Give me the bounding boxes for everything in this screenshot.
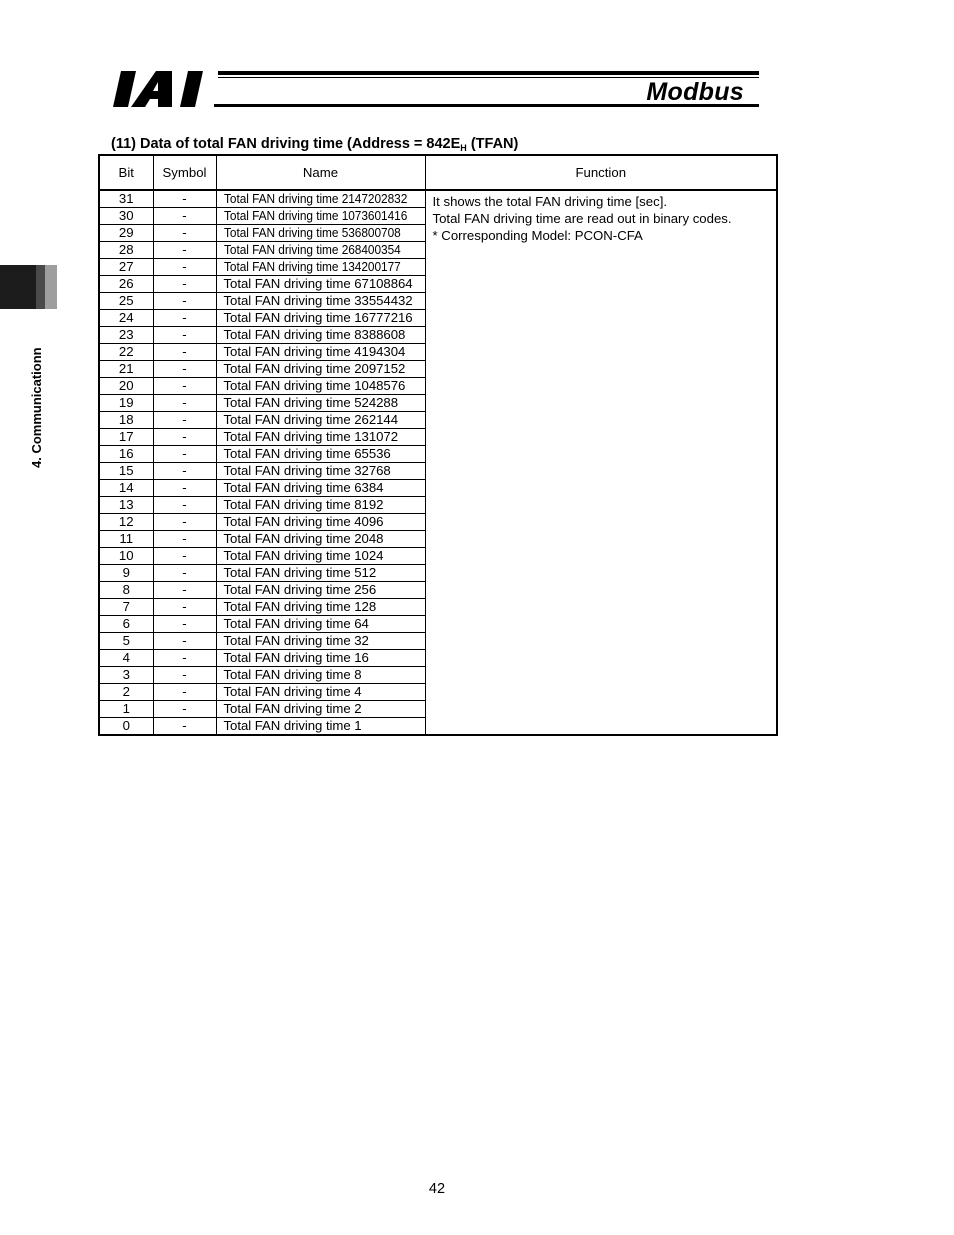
name-text: Total FAN driving time 512 bbox=[223, 565, 377, 580]
section-title bbox=[111, 136, 518, 152]
name-text: Total FAN driving time 6384 bbox=[223, 480, 384, 495]
name-text: Total FAN driving time 262144 bbox=[223, 412, 398, 427]
name-cell bbox=[216, 276, 425, 293]
name-text: Total FAN driving time 131072 bbox=[223, 429, 398, 444]
bit-cell: 17 bbox=[99, 429, 153, 446]
header-name: Name bbox=[216, 155, 425, 190]
function-line: It shows the total FAN driving time [sec]. bbox=[432, 194, 668, 209]
name-cell bbox=[216, 480, 425, 497]
symbol-cell: - bbox=[153, 242, 216, 259]
name-cell bbox=[216, 412, 425, 429]
name-cell bbox=[216, 327, 425, 344]
name-cell bbox=[216, 531, 425, 548]
chapter-tab-light bbox=[45, 265, 57, 309]
name-cell bbox=[216, 378, 425, 395]
bit-cell: 7 bbox=[99, 599, 153, 616]
name-text: Total FAN driving time 1 bbox=[223, 718, 362, 733]
name-cell bbox=[216, 446, 425, 463]
function-line: Total FAN driving time are read out in binary codes. bbox=[432, 211, 732, 226]
bit-cell: 27 bbox=[99, 259, 153, 276]
name-cell bbox=[216, 344, 425, 361]
chapter-label: 4. Communicationn bbox=[29, 347, 44, 468]
name-cell bbox=[216, 701, 425, 718]
bit-cell: 8 bbox=[99, 582, 153, 599]
name-cell bbox=[216, 616, 425, 633]
symbol-cell: - bbox=[153, 463, 216, 480]
bit-cell: 16 bbox=[99, 446, 153, 463]
bit-cell: 18 bbox=[99, 412, 153, 429]
bit-cell: 3 bbox=[99, 667, 153, 684]
symbol-cell: - bbox=[153, 208, 216, 225]
name-cell bbox=[216, 514, 425, 531]
name-cell bbox=[216, 667, 425, 684]
bit-cell: 6 bbox=[99, 616, 153, 633]
name-text: Total FAN driving time 4096 bbox=[223, 514, 384, 529]
name-text: Total FAN driving time 536800708 bbox=[223, 225, 401, 240]
name-cell bbox=[216, 395, 425, 412]
name-cell bbox=[216, 208, 425, 225]
name-text: Total FAN driving time 1073601416 bbox=[223, 208, 407, 223]
name-cell bbox=[216, 293, 425, 310]
name-text: Total FAN driving time 67108864 bbox=[223, 276, 413, 291]
name-cell bbox=[216, 259, 425, 276]
bit-cell: 13 bbox=[99, 497, 153, 514]
name-text: Total FAN driving time 268400354 bbox=[223, 242, 401, 257]
symbol-cell: - bbox=[153, 548, 216, 565]
name-cell bbox=[216, 684, 425, 701]
symbol-cell: - bbox=[153, 701, 216, 718]
name-cell bbox=[216, 548, 425, 565]
symbol-cell: - bbox=[153, 480, 216, 497]
chapter-tab-dark bbox=[0, 265, 36, 309]
bit-cell: 29 bbox=[99, 225, 153, 242]
name-text: Total FAN driving time 128 bbox=[223, 599, 377, 614]
name-text: Total FAN driving time 2048 bbox=[223, 531, 384, 546]
name-cell bbox=[216, 242, 425, 259]
bit-cell: 11 bbox=[99, 531, 153, 548]
bit-cell: 1 bbox=[99, 701, 153, 718]
name-text: Total FAN driving time 8192 bbox=[223, 497, 384, 512]
symbol-cell: - bbox=[153, 412, 216, 429]
name-cell bbox=[216, 565, 425, 582]
symbol-cell: - bbox=[153, 327, 216, 344]
bit-cell: 2 bbox=[99, 684, 153, 701]
iai-logo-mark bbox=[112, 70, 212, 108]
header-bit: Bit bbox=[99, 155, 153, 190]
bit-cell: 9 bbox=[99, 565, 153, 582]
page-number: 42 bbox=[428, 1181, 446, 1197]
name-text: Total FAN driving time 4194304 bbox=[223, 344, 406, 359]
symbol-cell: - bbox=[153, 616, 216, 633]
bit-cell: 23 bbox=[99, 327, 153, 344]
name-cell bbox=[216, 582, 425, 599]
symbol-cell: - bbox=[153, 565, 216, 582]
bit-cell: 12 bbox=[99, 514, 153, 531]
bit-cell: 0 bbox=[99, 718, 153, 736]
name-cell bbox=[216, 718, 425, 736]
name-text: Total FAN driving time 64 bbox=[223, 616, 369, 631]
symbol-cell: - bbox=[153, 531, 216, 548]
bit-cell: 14 bbox=[99, 480, 153, 497]
function-line: * Corresponding Model: PCON-CFA bbox=[432, 228, 643, 243]
symbol-cell: - bbox=[153, 310, 216, 327]
name-text: Total FAN driving time 1048576 bbox=[223, 378, 406, 393]
bit-cell: 20 bbox=[99, 378, 153, 395]
bit-cell: 26 bbox=[99, 276, 153, 293]
name-text: Total FAN driving time 32 bbox=[223, 633, 369, 648]
table-body bbox=[99, 190, 777, 735]
section-title-subscript: H bbox=[460, 143, 467, 153]
bit-cell: 24 bbox=[99, 310, 153, 327]
bit-cell: 25 bbox=[99, 293, 153, 310]
symbol-cell: - bbox=[153, 446, 216, 463]
name-text: Total FAN driving time 4 bbox=[223, 684, 362, 699]
symbol-cell: - bbox=[153, 497, 216, 514]
name-cell bbox=[216, 361, 425, 378]
name-text: Total FAN driving time 33554432 bbox=[223, 293, 413, 308]
name-cell bbox=[216, 463, 425, 480]
symbol-cell: - bbox=[153, 684, 216, 701]
symbol-cell: - bbox=[153, 582, 216, 599]
name-cell bbox=[216, 633, 425, 650]
chapter-tab-gray bbox=[36, 265, 45, 309]
symbol-cell: - bbox=[153, 293, 216, 310]
name-text: Total FAN driving time 134200177 bbox=[223, 259, 401, 274]
bit-cell: 30 bbox=[99, 208, 153, 225]
symbol-cell: - bbox=[153, 361, 216, 378]
symbol-cell: - bbox=[153, 633, 216, 650]
symbol-cell: - bbox=[153, 378, 216, 395]
symbol-cell: - bbox=[153, 395, 216, 412]
bit-cell: 5 bbox=[99, 633, 153, 650]
name-text: Total FAN driving time 2147202832 bbox=[223, 191, 407, 206]
symbol-cell: - bbox=[153, 276, 216, 293]
name-text: Total FAN driving time 256 bbox=[223, 582, 377, 597]
name-cell bbox=[216, 429, 425, 446]
name-text: Total FAN driving time 2 bbox=[223, 701, 362, 716]
name-text: Total FAN driving time 1024 bbox=[223, 548, 384, 563]
bit-cell: 15 bbox=[99, 463, 153, 480]
function-cell bbox=[425, 190, 777, 735]
bit-cell: 10 bbox=[99, 548, 153, 565]
name-text: Total FAN driving time 8388608 bbox=[223, 327, 406, 342]
symbol-cell: - bbox=[153, 225, 216, 242]
name-text: Total FAN driving time 65536 bbox=[223, 446, 391, 461]
name-cell bbox=[216, 225, 425, 242]
header-rule-top bbox=[218, 71, 759, 75]
symbol-cell: - bbox=[153, 667, 216, 684]
bit-cell: 28 bbox=[99, 242, 153, 259]
table-row bbox=[99, 190, 777, 208]
symbol-cell: - bbox=[153, 650, 216, 667]
header-function: Function bbox=[425, 155, 777, 190]
name-text: Total FAN driving time 2097152 bbox=[223, 361, 406, 376]
section-title-suffix: (TFAN) bbox=[466, 136, 519, 152]
bit-table bbox=[98, 154, 778, 736]
name-cell bbox=[216, 497, 425, 514]
symbol-cell: - bbox=[153, 259, 216, 276]
name-text: Total FAN driving time 16 bbox=[223, 650, 369, 665]
symbol-cell: - bbox=[153, 514, 216, 531]
symbol-cell: - bbox=[153, 344, 216, 361]
iai-logo bbox=[112, 70, 212, 108]
symbol-cell: - bbox=[153, 190, 216, 208]
symbol-cell: - bbox=[153, 429, 216, 446]
name-cell bbox=[216, 190, 425, 208]
bit-cell: 19 bbox=[99, 395, 153, 412]
name-cell bbox=[216, 650, 425, 667]
name-text: Total FAN driving time 8 bbox=[223, 667, 362, 682]
name-text: Total FAN driving time 524288 bbox=[223, 395, 398, 410]
bit-cell: 4 bbox=[99, 650, 153, 667]
header-symbol: Symbol bbox=[153, 155, 216, 190]
bit-cell: 31 bbox=[99, 190, 153, 208]
symbol-cell: - bbox=[153, 718, 216, 736]
symbol-cell: - bbox=[153, 599, 216, 616]
section-title-prefix: (11) Data of total FAN driving time (Address = 842E bbox=[111, 136, 461, 152]
header-title: Modbus bbox=[646, 78, 744, 106]
name-cell bbox=[216, 310, 425, 327]
name-text: Total FAN driving time 32768 bbox=[223, 463, 391, 478]
bit-cell: 21 bbox=[99, 361, 153, 378]
table-header-row bbox=[99, 155, 777, 190]
name-text: Total FAN driving time 16777216 bbox=[223, 310, 413, 325]
name-cell bbox=[216, 599, 425, 616]
bit-cell: 22 bbox=[99, 344, 153, 361]
